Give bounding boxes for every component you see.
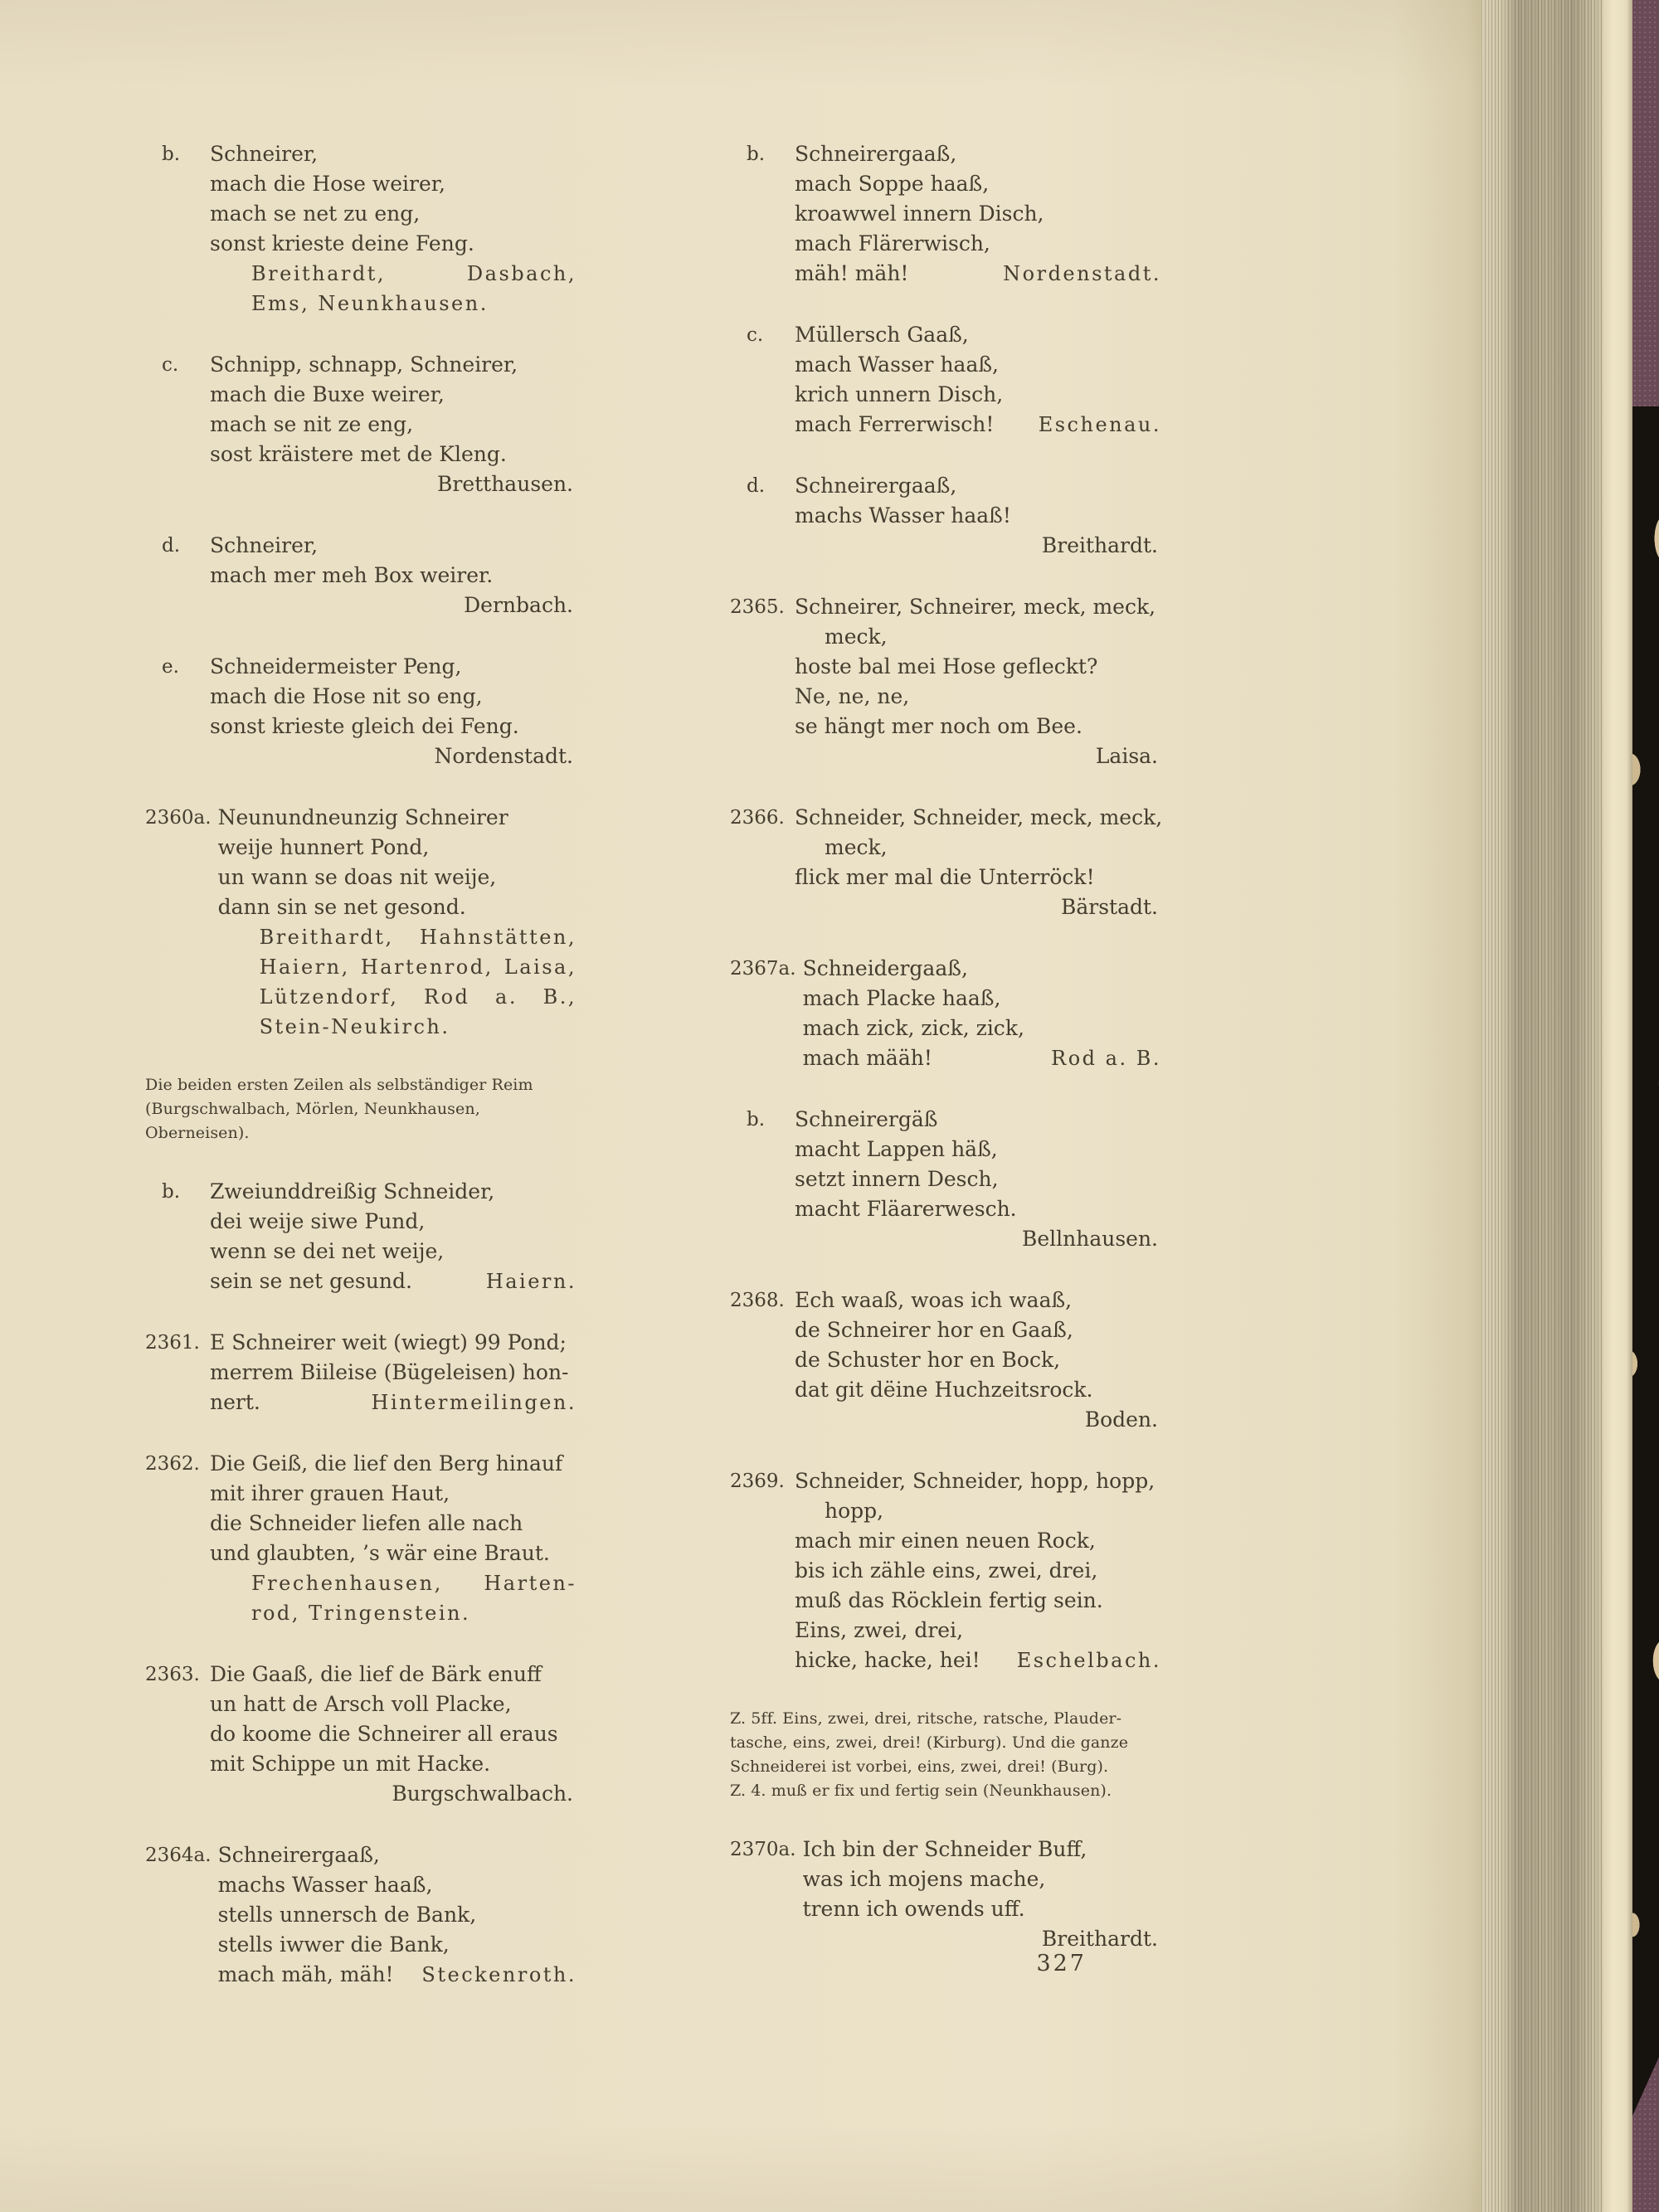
verse-label: d. (747, 475, 766, 497)
verse-line: bis ich zähle eins, zwei, drei, (795, 1558, 1098, 1582)
place-line: Boden. (1084, 1407, 1158, 1432)
verse-line: die Schneider liefen alle nach (210, 1511, 523, 1535)
verse-item (730, 320, 1161, 440)
verse-line: Müllersch Gaaß, (795, 323, 969, 347)
place-list (251, 259, 577, 318)
verse-line: kroawwel innern Disch, (795, 202, 1044, 226)
verse-line: mit ihrer grauen Haut, (210, 1481, 450, 1505)
place-name: Haiern. (485, 1270, 577, 1293)
verse-line: mach Wasser haaß, (795, 352, 999, 377)
verse-line: trenn ich owends uff. (802, 1897, 1025, 1921)
verse-line: machs Wasser haaß, (217, 1873, 433, 1897)
place-list (795, 531, 1161, 561)
verse-line: wenn se dei net weije, (210, 1239, 445, 1263)
verse-item (145, 531, 577, 620)
place-line: Breithardt, Hahnstätten, (259, 926, 577, 949)
place-list (795, 892, 1161, 922)
verse-line: hoste bal mei Hose gefleckt? (795, 654, 1098, 678)
verse-item (730, 954, 1161, 1073)
verse-line: mach Flärerwisch, (795, 231, 990, 255)
verse-label: b. (162, 143, 181, 165)
place-line: Lützendorf, Rod a. B., (259, 985, 577, 1009)
verse-line: und glaubten, ’s wär eine Braut. (210, 1541, 550, 1565)
verse-body (795, 1286, 1161, 1435)
verse-item (145, 803, 577, 1042)
verse-line: Ech waaß, woas ich waaß, (795, 1288, 1073, 1312)
verse-line: Neunundneunzig Schneirer (217, 805, 508, 829)
verse-body (210, 531, 577, 620)
place-line: Laisa. (1095, 744, 1158, 768)
verse-line: mit Schippe un mit Hacke. (210, 1752, 491, 1776)
verse-line: Ich bin der Schneider Buff, (802, 1837, 1087, 1861)
verse-item (730, 139, 1161, 289)
book-fore-edge-pages (1481, 0, 1603, 2212)
verse-line: muß das Röcklein fertig sein. (795, 1588, 1103, 1612)
place-line: Bärstadt. (1060, 895, 1158, 919)
verse-label: c. (747, 324, 764, 346)
verse-body (210, 1660, 577, 1809)
verse-line: Schneirer, (210, 533, 319, 557)
verse-text: mäh! mäh! (795, 261, 909, 285)
verse-line: machs Wasser haaß! (795, 503, 1011, 527)
verse-line: E Schneirer weit (wiegt) 99 Pond; (210, 1330, 567, 1354)
footnote (145, 1073, 577, 1145)
verse-line (210, 1266, 577, 1296)
verse-line: sonst krieste deine Feng. (210, 231, 474, 255)
verse-line: meck, (825, 835, 888, 859)
verse-line: Schneidermeister Peng, (210, 654, 462, 678)
verse-body (210, 139, 577, 318)
verse-label: 2360a. (145, 807, 212, 829)
place-list (251, 1568, 577, 1628)
verse-label: c. (162, 354, 179, 376)
verse-body (795, 1105, 1161, 1254)
place-list (210, 741, 577, 771)
verse-line (795, 410, 1161, 440)
place-name: Eschenau. (1038, 413, 1161, 436)
place-line: Frechenhausen, Harten- (251, 1572, 577, 1595)
verse-line: Schneidergaaß, (802, 956, 968, 980)
verse-line: un hatt de Arsch voll Placke, (210, 1692, 512, 1716)
verse-label: 2367a. (730, 958, 796, 980)
verse-line: mach die Hose nit so eng, (210, 684, 483, 708)
verse-item (145, 1840, 577, 1990)
verse-line: dann sin se net gesond. (217, 895, 466, 919)
verse-line: krich unnern Disch, (795, 382, 1004, 406)
verse-line: macht Lappen häß, (795, 1137, 998, 1161)
verse-label: 2363. (145, 1664, 200, 1685)
verse-label: b. (747, 143, 766, 165)
verse-line: Schneider, Schneider, meck, meck, (795, 805, 1163, 829)
place-name: Eschelbach. (1016, 1649, 1161, 1672)
verse-line (803, 1043, 1161, 1073)
verse-line (795, 259, 1161, 289)
verse-body (210, 1449, 577, 1628)
verse-line (795, 1646, 1161, 1675)
verse-item (145, 350, 577, 499)
place-line: Bretthausen. (437, 472, 573, 496)
footnote-line: Z. 4. muß er fix und fertig sein (Neunkhausen). (730, 1782, 1112, 1800)
verse-item (730, 803, 1161, 922)
book-cover-board-edge (1603, 0, 1632, 2212)
cover-cloth-corner-bottom (1632, 2057, 1659, 2212)
verse-line: mach mir einen neuen Rock, (795, 1529, 1096, 1553)
verse-item (145, 1177, 577, 1296)
footnote-line: Die beiden ersten Zeilen als selbständiger Reim (145, 1076, 533, 1094)
verse-label: 2368. (730, 1290, 785, 1311)
place-line: Breithardt. (1041, 533, 1158, 557)
verse-line: setzt innern Desch, (795, 1167, 999, 1191)
verse-line: hopp, (825, 1499, 884, 1523)
verse-body (795, 803, 1161, 922)
place-line: Stein-Neukirch. (259, 1015, 450, 1038)
verse-line: weije hunnert Pond, (217, 835, 430, 859)
footnote-line: Schneiderei ist vorbei, eins, zwei, drei! (Burg). (730, 1757, 1109, 1776)
footnote-line: Z. 5ff. Eins, zwei, drei, ritsche, ratsche, Plauder- (730, 1709, 1122, 1728)
verse-text: hicke, hacke, hei! (795, 1648, 980, 1672)
verse-line: Schneirer, Schneirer, meck, meck, (795, 595, 1156, 619)
place-line: Burgschwalbach. (392, 1782, 573, 1806)
verse-body (218, 1840, 577, 1990)
verse-line: de Schuster hor en Bock, (795, 1348, 1061, 1372)
verse-line: Schneirer, (210, 142, 319, 166)
verse-label: 2362. (145, 1453, 200, 1475)
verse-item (730, 1835, 1161, 1954)
verse-line: Schneirergäß (795, 1107, 938, 1131)
verse-line: Schnipp, schnapp, Schneirer, (210, 352, 518, 377)
verse-line: sonst krieste gleich dei Feng. (210, 714, 519, 738)
place-list (210, 591, 577, 620)
verse-item (145, 652, 577, 771)
verse-text: mach Ferrerwisch! (795, 412, 995, 436)
left-text-column (145, 139, 577, 2021)
verse-label: 2370a. (730, 1839, 796, 1860)
verse-item (145, 139, 577, 318)
verse-line (210, 1388, 577, 1417)
verse-item (730, 1105, 1161, 1254)
place-line: Breithardt. (1041, 1927, 1158, 1951)
verse-text: sein se net gesund. (210, 1269, 412, 1293)
verse-line: dei weije siwe Pund, (210, 1209, 426, 1233)
verse-label: 2365. (730, 596, 785, 618)
place-name: Dasbach, (466, 262, 577, 285)
place-line: Ems, Neunkhausen. (251, 292, 489, 315)
verse-line: mach die Buxe weirer, (210, 382, 445, 406)
verse-line: mach zick, zick, zick, (802, 1016, 1024, 1040)
verse-line: Eins, zwei, drei, (795, 1618, 964, 1642)
verse-line: meck, (825, 625, 888, 649)
place-name: Nordenstadt. (1003, 262, 1161, 285)
verse-body (210, 1177, 577, 1296)
place-name: Hintermeilingen. (371, 1391, 577, 1414)
verse-line: merrem Biileise (Bügeleisen) hon- (210, 1360, 569, 1384)
footnote-line: (Burgschwalbach, Mörlen, Neunkhausen, (145, 1100, 480, 1118)
place-line (251, 259, 577, 289)
verse-line: sost kräistere met de Kleng. (210, 442, 507, 466)
verse-body (210, 350, 577, 499)
verse-line: de Schneirer hor en Gaaß, (795, 1318, 1073, 1342)
place-list (795, 741, 1161, 771)
verse-line: Die Geiß, die lief den Berg hinauf (210, 1451, 563, 1475)
verse-line: un wann se doas nit weije, (217, 865, 497, 889)
right-text-column (730, 139, 1161, 1986)
verse-item (145, 1449, 577, 1628)
verse-item (730, 592, 1161, 771)
place-list (210, 1779, 577, 1809)
cover-cloth-corner-top (1632, 0, 1659, 406)
page-number: 327 (1036, 1951, 1087, 1976)
verse-line: macht Fläarerwesch. (795, 1197, 1017, 1221)
verse-body (795, 592, 1161, 771)
place-list (803, 1924, 1161, 1954)
verse-line: Ne, ne, ne, (795, 684, 910, 708)
place-name: Steckenroth. (421, 1963, 577, 1986)
verse-line: Schneider, Schneider, hopp, hopp, (795, 1469, 1155, 1493)
cover-marbled-paper (1632, 406, 1659, 2057)
verse-body (795, 1466, 1161, 1675)
verse-line: Schneirergaaß, (795, 142, 957, 166)
verse-body (795, 139, 1161, 289)
verse-label: 2369. (730, 1471, 785, 1492)
verse-label: e. (162, 656, 179, 678)
verse-line: do koome die Schneirer all eraus (210, 1722, 558, 1746)
verse-line (218, 1960, 577, 1990)
verse-line: dat git dëine Huchzeitsrock. (795, 1378, 1093, 1402)
verse-body (210, 1328, 577, 1417)
verse-line: mach Placke haaß, (802, 986, 1001, 1010)
verse-line: Schneirergaaß, (217, 1843, 380, 1867)
verse-body (218, 803, 577, 1042)
verse-label: 2366. (730, 807, 785, 829)
verse-line: stells iwwer die Bank, (217, 1932, 450, 1957)
place-line: Bellnhausen. (1021, 1227, 1158, 1251)
verse-line: mach die Hose weirer, (210, 172, 445, 196)
place-line: Nordenstadt. (434, 744, 573, 768)
place-list (795, 1224, 1161, 1254)
footnote (730, 1707, 1161, 1803)
book-cover (1632, 0, 1659, 2212)
verse-line: Zweiunddreißig Schneider, (210, 1179, 495, 1203)
verse-line: mach se nit ze eng, (210, 412, 414, 436)
verse-line: mach se net zu eng, (210, 202, 421, 226)
verse-item (730, 471, 1161, 561)
verse-label: b. (747, 1109, 766, 1130)
verse-item (730, 1466, 1161, 1675)
verse-label: b. (162, 1181, 181, 1203)
verse-body (795, 320, 1161, 440)
place-list (260, 922, 577, 1042)
place-name: Breithardt, (251, 262, 387, 285)
verse-line: Die Gaaß, die lief de Bärk enuff (210, 1662, 542, 1686)
verse-line: was ich mojens mache, (802, 1867, 1046, 1891)
verse-label: d. (162, 535, 181, 557)
verse-body (795, 471, 1161, 561)
verse-label: 2361. (145, 1332, 200, 1354)
verse-item (145, 1328, 577, 1417)
verse-item (145, 1660, 577, 1809)
verse-text: mach mäh, mäh! (217, 1962, 394, 1986)
place-name: Rod a. B. (1051, 1047, 1161, 1070)
place-line: Dernbach. (464, 593, 573, 617)
place-line: rod, Tringenstein. (251, 1602, 471, 1625)
verse-body (803, 954, 1161, 1073)
verse-line: mach Soppe haaß, (795, 172, 990, 196)
verse-line: stells unnersch de Bank, (217, 1903, 477, 1927)
verse-label: 2364a. (145, 1845, 212, 1866)
verse-item (730, 1286, 1161, 1435)
verse-line: se hängt mer noch om Bee. (795, 714, 1082, 738)
place-line: Haiern, Hartenrod, Laisa, (259, 955, 577, 979)
verse-text: mach määh! (802, 1046, 932, 1070)
verse-line: Schneirergaaß, (795, 474, 957, 498)
place-list (210, 469, 577, 499)
footnote-line: tasche, eins, zwei, drei! (Kirburg). Und die ganze (730, 1733, 1129, 1752)
place-list (795, 1405, 1161, 1435)
verse-line: mach mer meh Box weirer. (210, 563, 494, 587)
footnote-line: Oberneisen). (145, 1124, 250, 1142)
verse-text: nert. (210, 1390, 260, 1414)
verse-body (803, 1835, 1161, 1954)
verse-line: flick mer mal die Unterröck! (795, 865, 1095, 889)
verse-body (210, 652, 577, 771)
